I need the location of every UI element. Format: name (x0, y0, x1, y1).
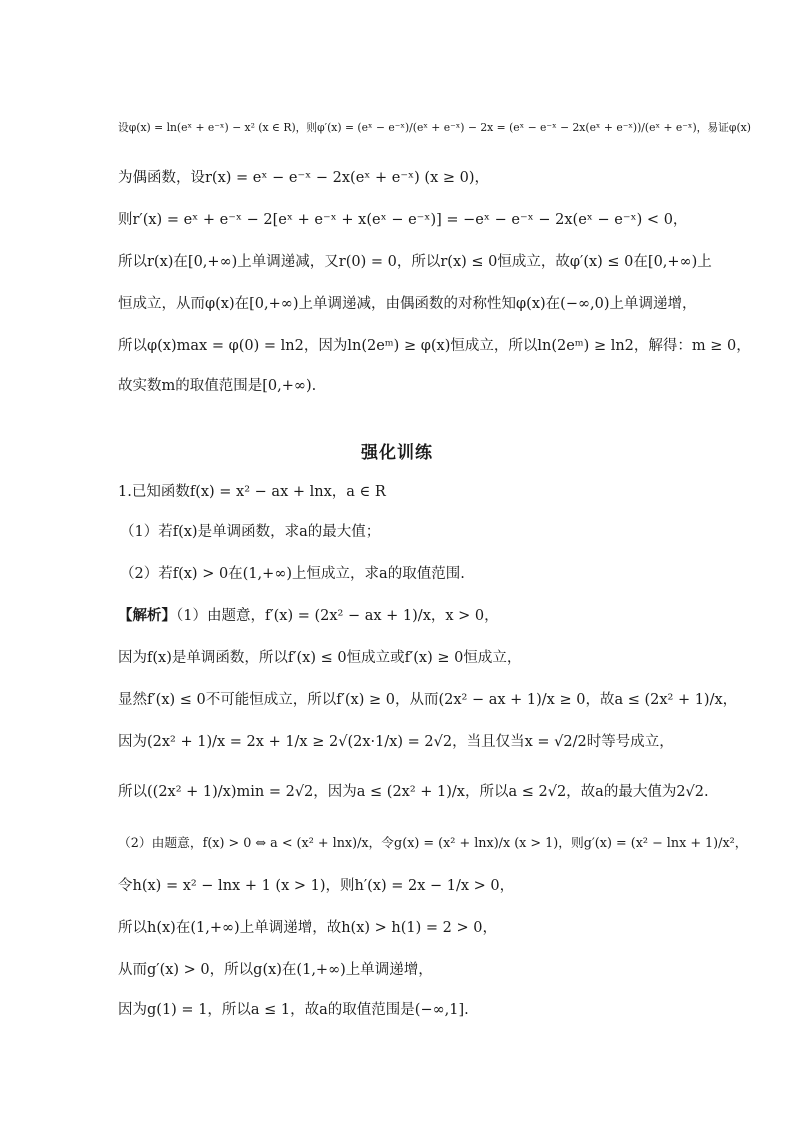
text-line: 所以h(x)在(1,+∞)上单调递增，故h(x) > h(1) = 2 > 0， (118, 920, 497, 936)
text-line: 从而g′(x) > 0，所以g(x)在(1,+∞)上单调递增， (118, 962, 433, 978)
problem-statement: 1.已知函数f(x) = x² − ax + lnx，a ∈ R (118, 484, 386, 500)
text-line: 因为g(1) = 1，所以a ≤ 1，故a的取值范围是(−∞,1]. (118, 1002, 469, 1018)
solution-label: 【解析】 (118, 607, 176, 624)
section-title: 强化训练 (361, 443, 433, 463)
subquestion-1: （1）若f(x)是单调函数，求a的最大值； (120, 524, 381, 540)
text-line: 所以((2x² + 1)/x)min = 2√2，因为a ≤ (2x² + 1)/x，所以a ≤ 2√2，故a的最大值为2√2. (118, 784, 709, 800)
solution-text: （1）由题意，f′(x) = (2x² − ax + 1)/x，x > 0， (176, 608, 499, 624)
text-line: 令h(x) = x² − lnx + 1 (x > 1)，则h′(x) = 2x − 1/x > 0， (118, 878, 515, 894)
text-line: 因为(2x² + 1)/x = 2x + 1/x ≥ 2√(2x·1/x) = 2√2，当且仅当x = √2/2时等号成立， (118, 734, 674, 750)
text-line: 所以r(x)在[0,+∞)上单调递减，又r(0) = 0，所以r(x) ≤ 0恒成立，故φ′(x) ≤ 0在[0,+∞)上 (118, 254, 712, 270)
text-line: 为偶函数，设r(x) = eˣ − e⁻ˣ − 2x(eˣ + e⁻ˣ) (x ≥ 0)， (118, 170, 490, 186)
solution-line (118, 606, 688, 626)
text-line: 恒成立，从而φ(x)在[0,+∞)上单调递减，由偶函数的对称性知φ(x)在(−∞,0)上单调递增， (118, 296, 697, 312)
text-line: 所以φ(x)max = φ(0) = ln2，因为ln(2eᵐ) ≥ φ(x)恒成立，所以ln(2eᵐ) ≥ ln2，解得：m ≥ 0， (118, 338, 751, 354)
text-line: 故实数m的取值范围是[0,+∞). (118, 378, 317, 394)
text-line: 因为f(x)是单调函数，所以f′(x) ≤ 0恒成立或f′(x) ≥ 0恒成立， (118, 650, 522, 666)
subquestion-2: （2）若f(x) > 0在(1,+∞)上恒成立，求a的取值范围. (120, 566, 465, 582)
text-line: （2）由题意，f(x) > 0 ⇔ a < (x² + lnx)/x，令g(x) = (x² + lnx)/x (x > 1)，则g′(x) = (x² − lnx + 1)/x²， (118, 836, 748, 851)
text-line: 则r′(x) = eˣ + e⁻ˣ − 2[eˣ + e⁻ˣ + x(eˣ − e⁻ˣ)] = −eˣ − e⁻ˣ − 2x(eˣ − e⁻ˣ) < 0， (118, 212, 688, 228)
text-line: 设φ(x) = ln(eˣ + e⁻ˣ) − x² (x ∈ R)，则φ′(x) = (eˣ − e⁻ˣ)/(eˣ + e⁻ˣ) − 2x = (eˣ − e⁻ˣ − 2x(eˣ + e⁻ˣ))/(eˣ + e⁻ˣ)，易证φ(x) (118, 121, 751, 134)
text-line: 显然f′(x) ≤ 0不可能恒成立，所以f′(x) ≥ 0，从而(2x² − ax + 1)/x ≥ 0，故a ≤ (2x² + 1)/x， (118, 692, 738, 708)
